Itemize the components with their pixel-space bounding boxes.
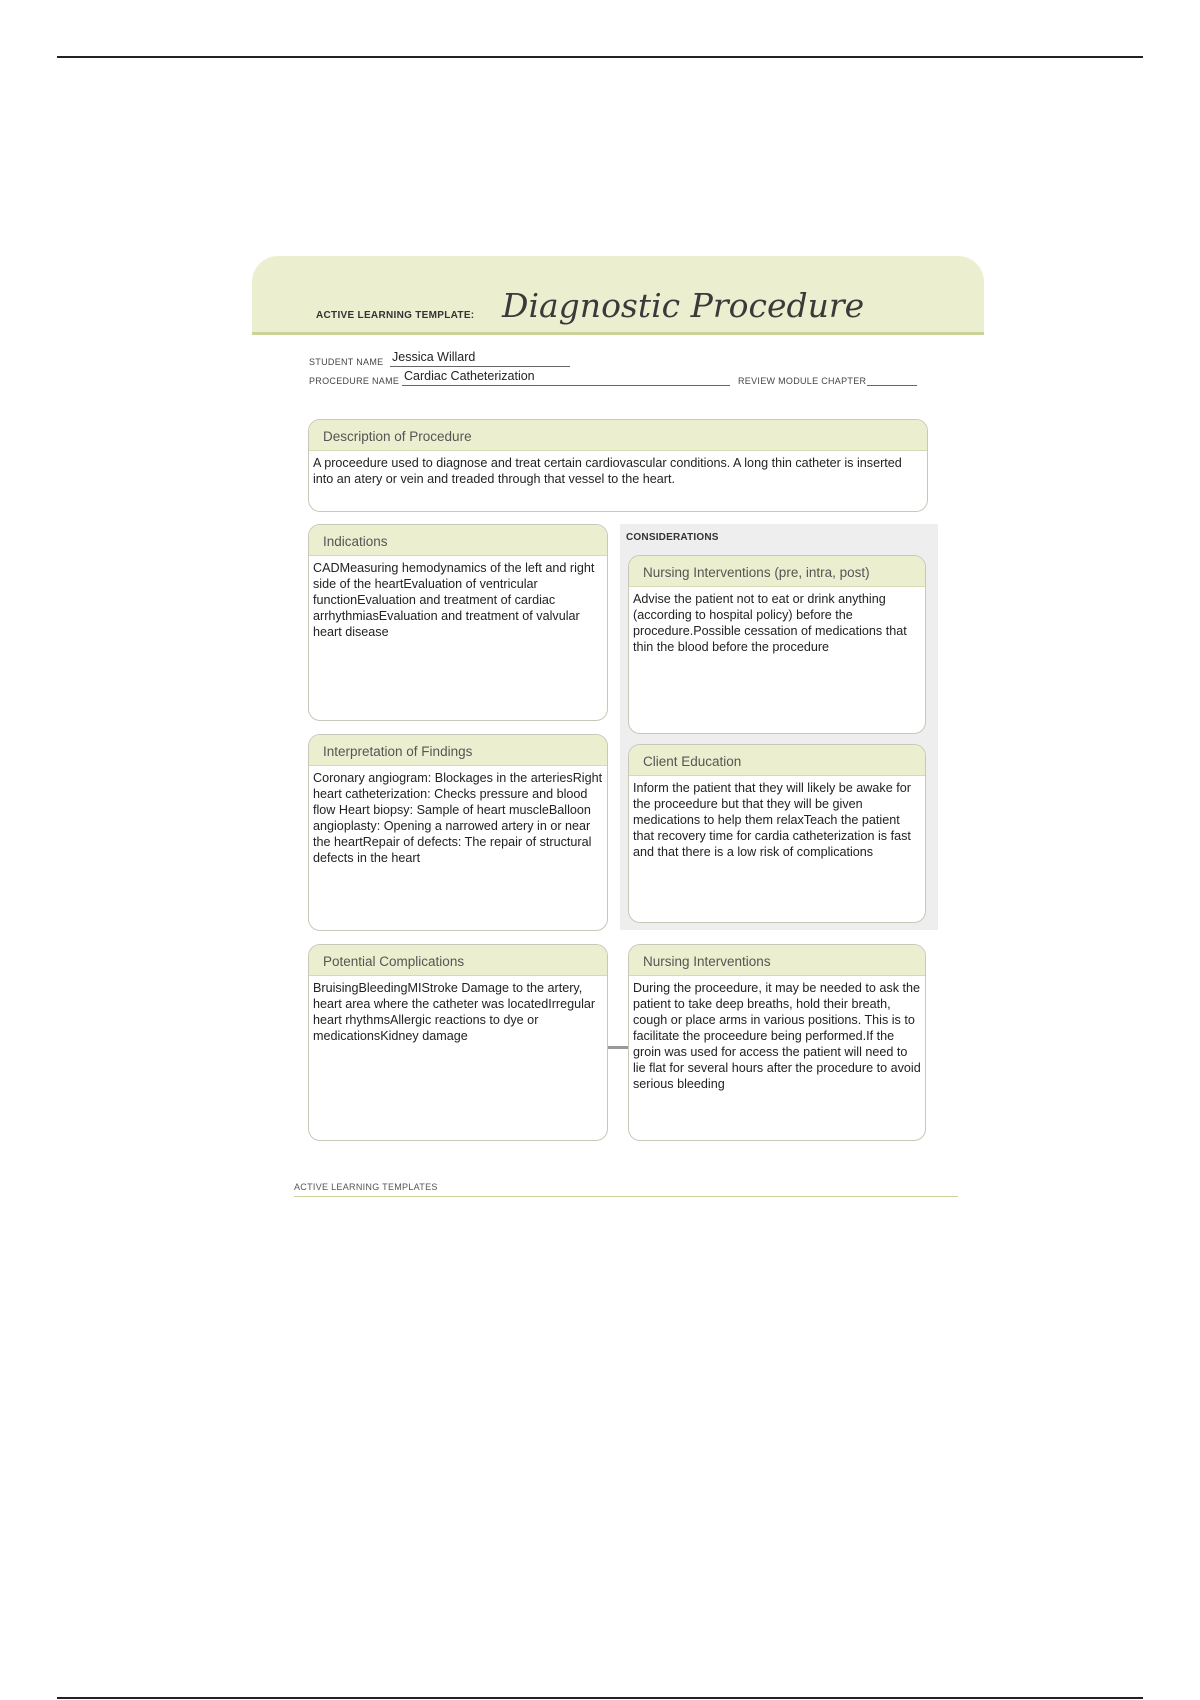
student-name-value: Jessica Willard (392, 350, 476, 364)
box-connector (608, 1046, 630, 1049)
nursing-interventions-pre-text: Advise the patient not to eat or drink anything (according to hospital policy) before the procedure.Possible cessation of medications that thin the blood before the procedure (633, 592, 907, 654)
interpretation-title: Interpretation of Findings (323, 744, 473, 759)
procedure-name-value: Cardiac Catheterization (404, 369, 535, 383)
complications-header (309, 945, 607, 976)
nursing-interventions-title: Nursing Interventions (643, 954, 771, 969)
complications-box (308, 944, 608, 1141)
description-header (309, 420, 927, 451)
interpretation-header (309, 735, 607, 766)
nursing-interventions-pre-header (629, 556, 925, 587)
client-education-box (628, 744, 926, 923)
complications-text: BruisingBleedingMIStroke Damage to the artery, heart area where the catheter was locatedIrregular heart rhythmsAllergic reactions to dye or medicationsKidney damage (313, 981, 596, 1043)
template-sheet (252, 256, 984, 1196)
footer-line (294, 1196, 958, 1197)
description-title: Description of Procedure (323, 429, 472, 444)
bottom-rule (57, 1697, 1143, 1699)
description-box (308, 419, 928, 512)
description-text: A proceedure used to diagnose and treat certain cardiovascular conditions. A long thin catheter is inserted into an atery or vein and treaded through that vessel to the heart. (313, 456, 902, 486)
client-education-header (629, 745, 925, 776)
considerations-label: CONSIDERATIONS (626, 532, 719, 543)
review-module-line (867, 385, 917, 386)
nursing-interventions-box (628, 944, 926, 1141)
banner-title: Diagnostic Procedure (502, 286, 865, 325)
interpretation-box (308, 734, 608, 931)
indications-title: Indications (323, 534, 388, 549)
student-name-label: STUDENT NAME (309, 357, 384, 367)
client-education-text: Inform the patient that they will likely be awake for the proceedure but that they will be given medications to help them relaxTeach the patient that recovery time for cardia catheterization is fast and that there is a low risk of complications (633, 781, 911, 859)
procedure-name-label: PROCEDURE NAME (309, 376, 400, 386)
indications-box (308, 524, 608, 721)
complications-title: Potential Complications (323, 954, 465, 969)
student-name-line (390, 366, 570, 367)
indications-header (309, 525, 607, 556)
nursing-interventions-header (629, 945, 925, 976)
template-banner (252, 256, 984, 335)
review-module-label: REVIEW MODULE CHAPTER (738, 376, 867, 386)
banner-label: ACTIVE LEARNING TEMPLATE: (316, 310, 475, 321)
nursing-interventions-pre-title: Nursing Interventions (pre, intra, post) (643, 565, 870, 580)
nursing-interventions-text: During the proceedure, it may be needed to ask the patient to take deep breaths, hold their breath, cough or place arms in various positions. This is to facilitate the proceedure being performed.If the groin was used for access the patient will need to lie flat for several hours after the procedure to avoid serious bleeding (633, 981, 921, 1091)
top-rule (57, 56, 1143, 58)
indications-text: CADMeasuring hemodynamics of the left and right side of the heartEvaluation of ventricular functionEvaluation and treatment of cardiac arrhythmiasEvaluation and treatment of valvular heart disease (313, 561, 595, 639)
interpretation-text: Coronary angiogram: Blockages in the arteriesRight heart catheterization: Checks pressure and blood flow Heart biopsy: Sample of heart muscleBalloon angioplasty: Opening a narrowed artery in or near the heartRepair of defects: The repair of structural defects in the heart (313, 771, 603, 865)
client-education-title: Client Education (643, 754, 742, 769)
nursing-interventions-pre-box (628, 555, 926, 734)
footer-label: ACTIVE LEARNING TEMPLATES (294, 1182, 438, 1192)
procedure-name-line (402, 385, 730, 386)
